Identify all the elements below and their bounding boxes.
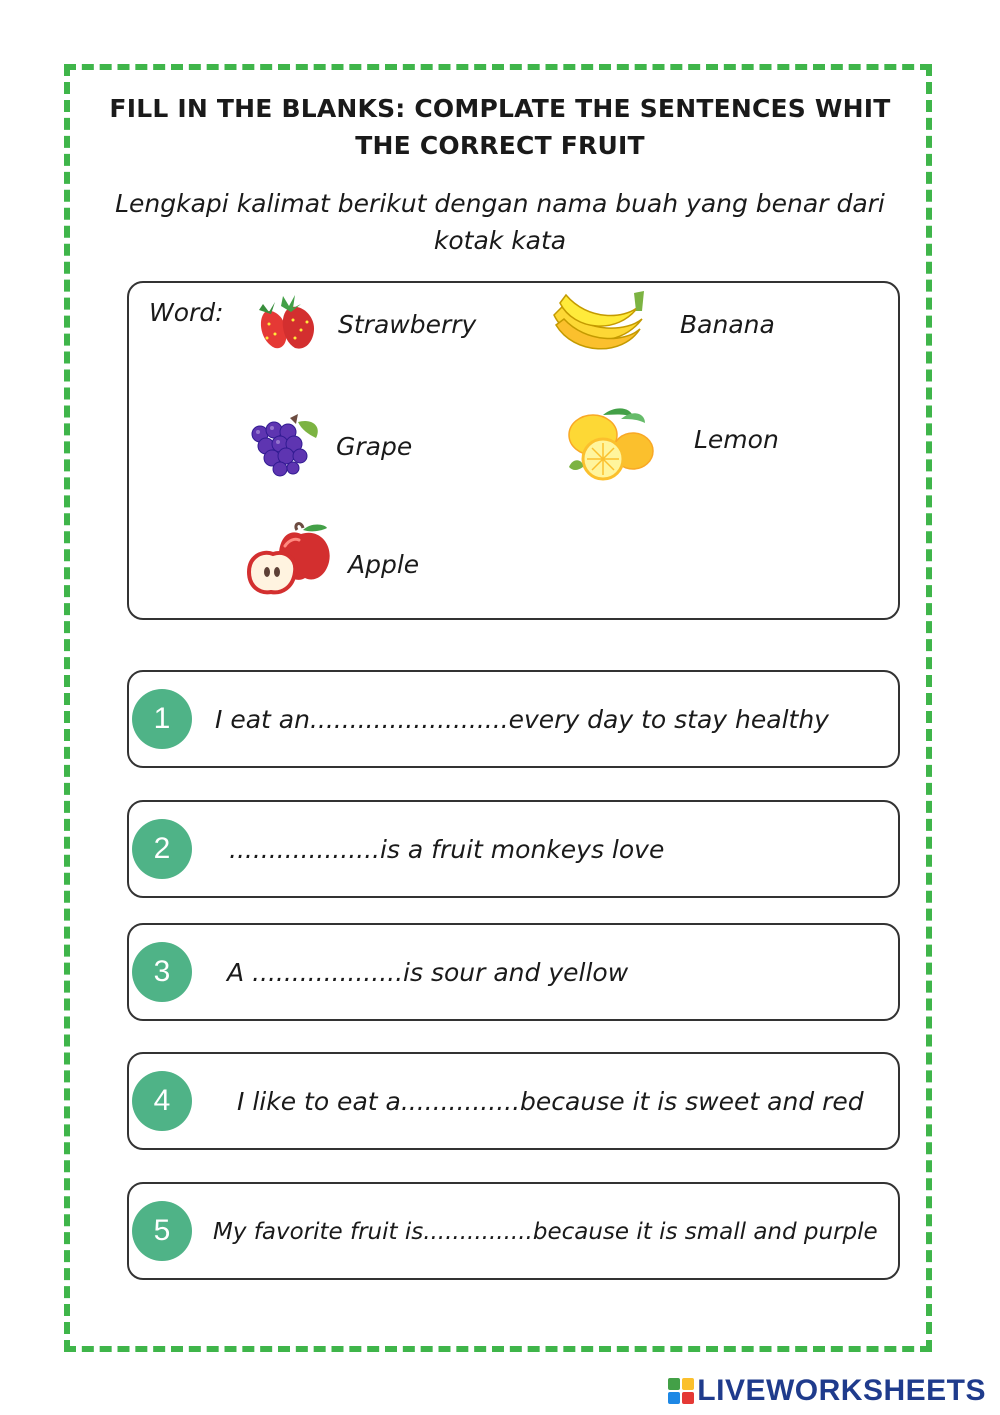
question-text: My favorite fruit is...............because it is small and purple (213, 1219, 878, 1245)
brand-text: LIVEWORKSHEETS (697, 1374, 986, 1407)
question-number-badge: 2 (132, 819, 192, 879)
lemon-icon (563, 405, 657, 483)
word-box-label: Word: (149, 298, 224, 327)
question-text: I eat an.........................every day to stay healthy (215, 705, 829, 734)
question-text: ...................is a fruit monkeys love (229, 835, 665, 864)
fruit-name-strawberry: Strawberry (338, 310, 477, 339)
question-number-badge: 3 (132, 942, 192, 1002)
question-row (127, 1052, 900, 1150)
strawberry-icon (255, 290, 325, 356)
fruit-name-grape: Grape (336, 432, 413, 461)
question-row (127, 800, 900, 898)
question-number-badge: 5 (132, 1201, 192, 1261)
word-box (127, 281, 900, 620)
question-row (127, 1182, 900, 1280)
banana-icon (548, 285, 648, 365)
worksheet-subtitle: Lengkapi kalimat berikut dengan nama buah yang benar dari kotak kata (115, 189, 885, 255)
fruit-name-apple: Apple (348, 550, 420, 579)
apple-icon (245, 520, 331, 596)
question-text: A ...................is sour and yellow (227, 958, 629, 987)
question-row (127, 923, 900, 1021)
liveworksheets-brand (668, 1374, 986, 1408)
question-number-badge: 4 (132, 1071, 192, 1131)
question-row (127, 670, 900, 768)
grape-icon (246, 412, 326, 478)
fruit-name-lemon: Lemon (694, 425, 779, 454)
question-number-badge: 1 (132, 689, 192, 749)
fruit-name-banana: Banana (680, 310, 775, 339)
question-text: I like to eat a...............because it is sweet and red (237, 1087, 864, 1116)
worksheet-title: FILL IN THE BLANKS: COMPLATE THE SENTENCES WHIT THE CORRECT FRUIT (109, 94, 891, 160)
liveworksheets-logo-icon (668, 1378, 694, 1404)
